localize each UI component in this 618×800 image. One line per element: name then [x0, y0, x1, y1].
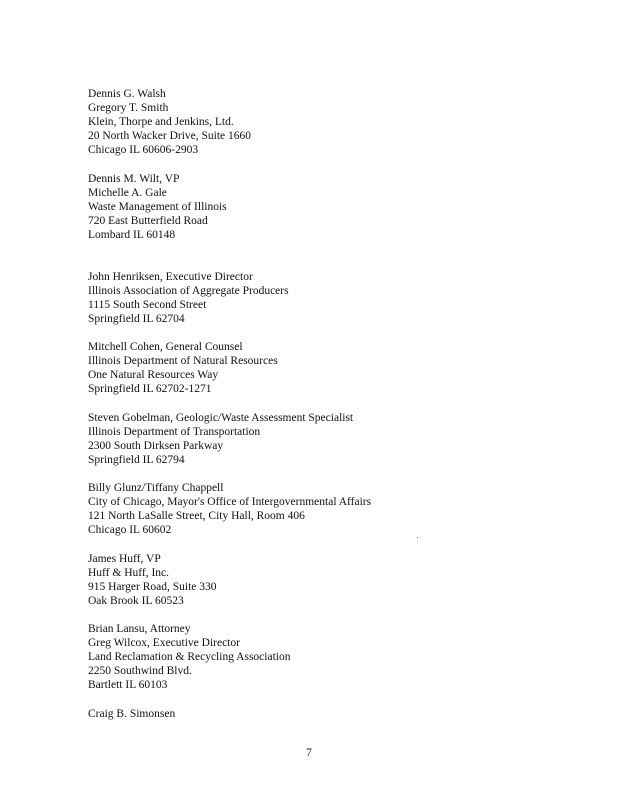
- address-line: Chicago IL 60602: [88, 524, 172, 536]
- address-line: Waste Management of Illinois: [88, 200, 227, 213]
- page-number: 7: [306, 747, 312, 759]
- address-line: Dennis M. Wilt, VP: [88, 172, 180, 185]
- address-block: [88, 411, 588, 467]
- address-block: [88, 622, 588, 692]
- address-line: Craig B. Simonsen: [88, 707, 176, 720]
- address-line: 121 North LaSalle Street, City Hall, Room 406: [88, 510, 305, 522]
- address-line: 2300 South Dirksen Parkway: [88, 439, 224, 452]
- address-line: 1115 South Second Street: [88, 298, 207, 311]
- address-line: Huff & Huff, Inc.: [88, 566, 170, 579]
- address-line: Bartlett IL 60103: [88, 679, 168, 691]
- address-block: [88, 172, 588, 242]
- address-line: Michelle A. Gale: [88, 186, 167, 199]
- address-line: Mitchell Cohen, General Counsel: [88, 341, 243, 353]
- address-line: Dennis G. Walsh: [88, 88, 166, 100]
- address-block: [88, 340, 588, 396]
- address-line: John Henriksen, Executive Director: [88, 270, 253, 283]
- scan-speck: [417, 537, 418, 538]
- address-line: Billy Glunz/Tiffany Chappell: [88, 482, 224, 494]
- address-line: Brian Lansu, Attorney: [88, 623, 191, 635]
- address-line: Oak Brook IL 60523: [88, 594, 184, 607]
- address-block: [88, 270, 588, 326]
- address-line: 2250 Southwind Blvd.: [88, 665, 192, 677]
- address-line: Springfield IL 62704: [88, 312, 185, 325]
- address-line: Springfield IL 62794: [88, 453, 185, 466]
- address-line: Steven Gobelman, Geologic/Waste Assessment Specialist: [88, 411, 354, 424]
- service-list: [88, 87, 588, 721]
- address-line: Illinois Department of Natural Resources: [88, 355, 278, 367]
- address-line: Illinois Association of Aggregate Producers: [88, 284, 289, 297]
- address-line: 720 East Butterfield Road: [88, 214, 208, 227]
- address-line: James Huff, VP: [88, 552, 161, 565]
- address-line: 915 Harger Road, Suite 330: [88, 580, 217, 593]
- address-line: Springfield IL 62702-1271: [88, 383, 212, 395]
- address-line: One Natural Resources Way: [88, 369, 219, 381]
- address-line: Gregory T. Smith: [88, 102, 169, 114]
- address-line: Chicago IL 60606-2903: [88, 144, 199, 156]
- address-line: Land Reclamation & Recycling Association: [88, 651, 291, 663]
- address-block: [88, 707, 588, 721]
- address-block: [88, 87, 588, 157]
- address-block: [88, 552, 588, 608]
- address-line: Illinois Department of Transportation: [88, 425, 261, 438]
- address-block: [88, 481, 588, 537]
- address-line: Greg Wilcox, Executive Director: [88, 637, 240, 649]
- address-line: 20 North Wacker Drive, Suite 1660: [88, 130, 252, 142]
- address-line: Lombard IL 60148: [88, 228, 176, 241]
- address-line: Klein, Thorpe and Jenkins, Ltd.: [88, 116, 234, 128]
- address-line: City of Chicago, Mayor's Office of Intergovernmental Affairs: [88, 496, 372, 508]
